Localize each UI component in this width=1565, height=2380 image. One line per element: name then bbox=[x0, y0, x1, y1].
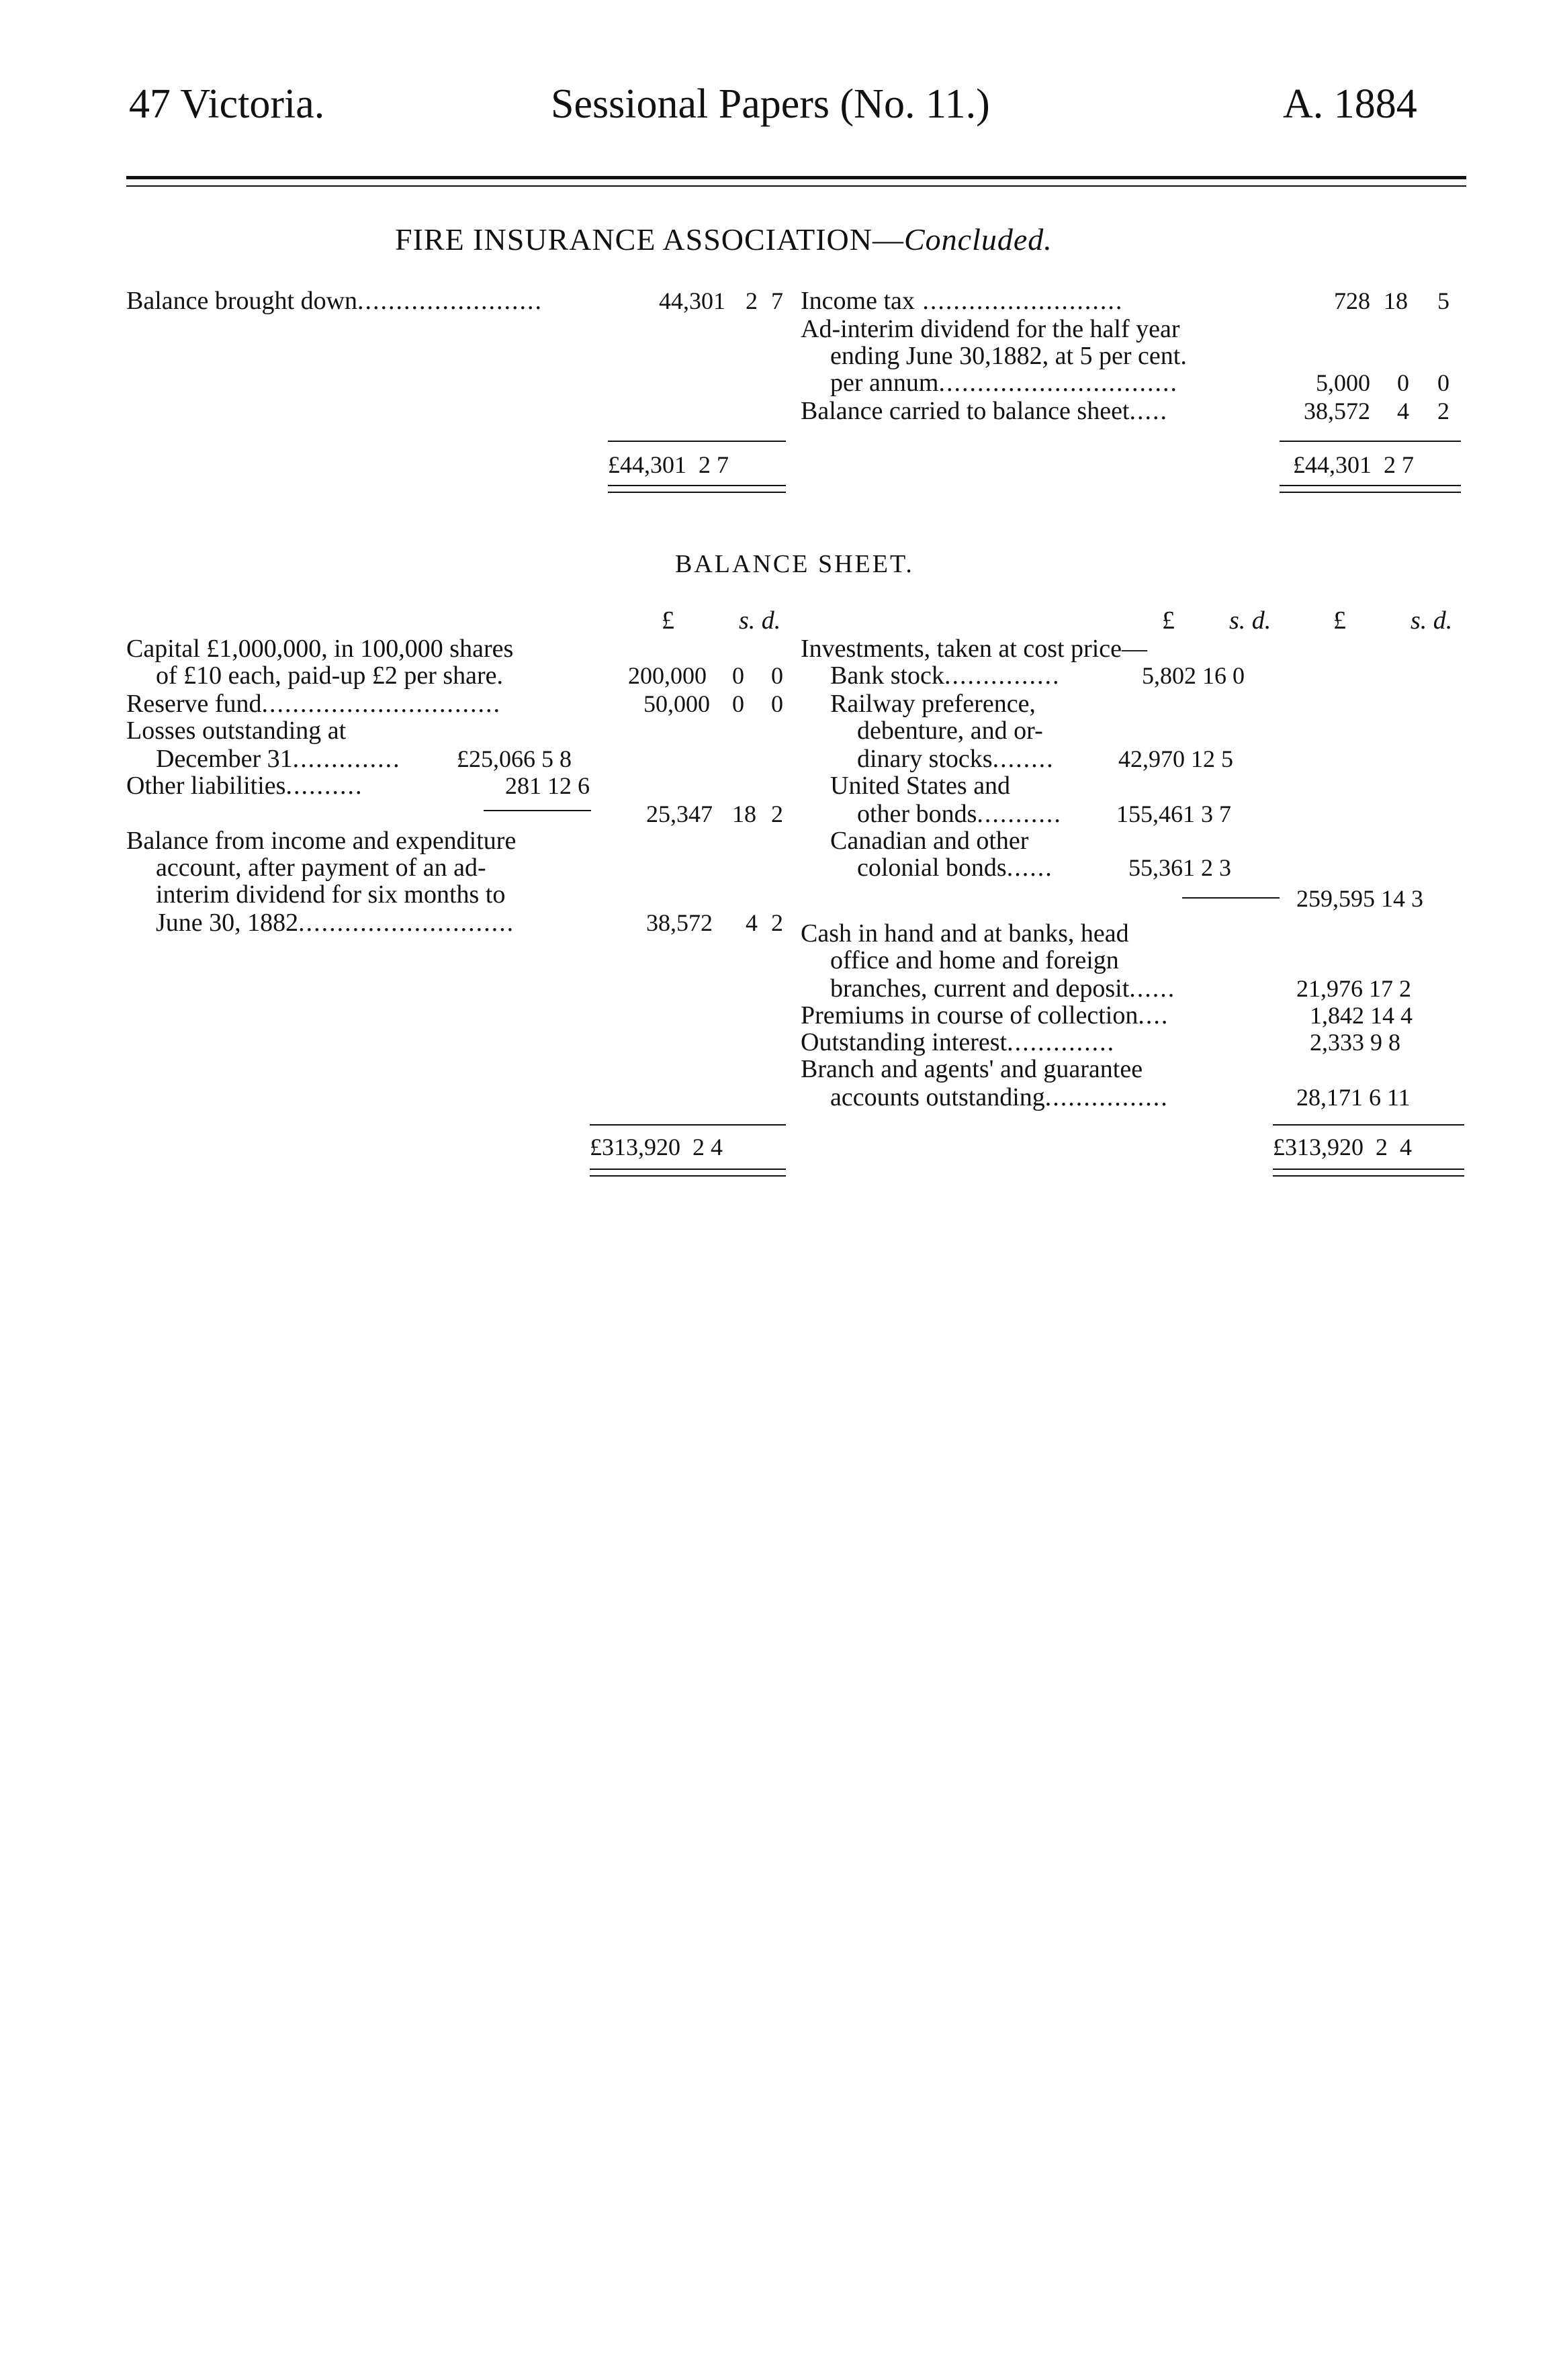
fire-right-item-5: Balance carried to balance sheet..... bbox=[801, 397, 1168, 425]
bs-left-total: £313,920 2 4 bbox=[590, 1134, 723, 1160]
bs-branch-1: Branch and agents' and guarantee bbox=[801, 1055, 1143, 1083]
fire-right-total: £44,301 2 7 bbox=[1293, 451, 1414, 478]
bs-us-2: other bonds........... bbox=[857, 800, 1062, 828]
bs-reserve-s: 0 bbox=[732, 690, 744, 717]
bs-cash-1: Cash in hand and at banks, head bbox=[801, 919, 1129, 948]
bs-inv-subtotal-rule bbox=[1182, 897, 1280, 899]
bs-capital-1: Capital £1,000,000, in 100,000 shares bbox=[126, 635, 514, 663]
bs-bal-1: Balance from income and expenditure bbox=[126, 827, 517, 855]
balance-sheet-title: BALANCE SHEET. bbox=[675, 550, 914, 578]
bs-capital-pounds: 200,000 bbox=[628, 662, 707, 689]
bs-right-total: £313,920 2 4 bbox=[1273, 1134, 1412, 1160]
fire-right-s-1: 18 bbox=[1384, 287, 1408, 314]
bs-col-pound-mid: £ bbox=[1162, 606, 1175, 635]
bs-other-amt: 281 12 6 bbox=[505, 772, 590, 799]
fire-right-item-4: per annum............................... bbox=[830, 369, 1178, 397]
bs-rail-1: Railway preference, bbox=[830, 690, 1036, 718]
bs-bal-2: account, after payment of an ad- bbox=[156, 854, 486, 882]
bs-liab-s: 18 bbox=[732, 800, 756, 827]
section-title-main: FIRE INSURANCE ASSOCIATION— bbox=[395, 222, 904, 257]
fire-right-s-5: 4 bbox=[1397, 398, 1409, 424]
section-title bbox=[395, 222, 1053, 257]
header-right: A. 1884 bbox=[1283, 81, 1417, 127]
bs-bank: Bank stock............... bbox=[830, 661, 1061, 690]
bs-bal-4: June 30, 1882............................ bbox=[156, 909, 515, 937]
fire-left-pounds: 44,301 bbox=[659, 287, 725, 314]
bs-cash-amt: 21,976 17 2 bbox=[1296, 975, 1411, 1002]
bs-reserve-d: 0 bbox=[771, 690, 783, 717]
bs-right-total-rule-b1 bbox=[1273, 1169, 1464, 1170]
bs-out: Outstanding interest.............. bbox=[801, 1028, 1116, 1056]
bs-prem-amt: 1,842 14 4 bbox=[1310, 1002, 1413, 1029]
bs-bal-3: interim dividend for six months to bbox=[156, 880, 506, 909]
bs-bank-amt: 5,802 16 0 bbox=[1142, 662, 1245, 689]
bs-cash-2: office and home and foreign bbox=[830, 946, 1119, 974]
bs-us-amt: 155,461 3 7 bbox=[1116, 800, 1231, 827]
fire-right-s-4: 0 bbox=[1397, 369, 1409, 396]
bs-left-total-rule-b1 bbox=[590, 1169, 786, 1170]
bs-bal-pounds: 38,572 bbox=[646, 909, 713, 936]
bs-liab-d: 2 bbox=[771, 800, 783, 827]
fire-left-total-rule-top bbox=[608, 441, 786, 442]
header-rule-thick bbox=[126, 176, 1466, 179]
bs-col-pound-left: £ bbox=[662, 606, 674, 635]
bs-rail-2: debenture, and or- bbox=[857, 717, 1043, 745]
bs-inv-total: 259,595 14 3 bbox=[1296, 885, 1423, 912]
section-title-italic: Concluded. bbox=[903, 222, 1053, 257]
bs-inv: Investments, taken at cost price— bbox=[801, 635, 1148, 663]
fire-left-total-rule-b1 bbox=[608, 485, 786, 486]
bs-losses-2: December 31.............. bbox=[156, 745, 401, 773]
bs-left-total-rule-top bbox=[590, 1124, 786, 1126]
bs-cash-3: branches, current and deposit...... bbox=[830, 974, 1176, 1003]
fire-right-amt-1: 728 bbox=[1334, 287, 1370, 314]
fire-right-d-5: 2 bbox=[1437, 398, 1449, 424]
bs-losses-1: Losses outstanding at bbox=[126, 717, 347, 745]
bs-rail-amt: 42,970 12 5 bbox=[1118, 745, 1233, 772]
bs-other: Other liabilities.......... bbox=[126, 772, 363, 800]
fire-right-item-2: Ad-interim dividend for the half year bbox=[801, 315, 1180, 343]
bs-rail-3: dinary stocks........ bbox=[857, 745, 1055, 773]
bs-liab-subtotal-rule bbox=[484, 810, 591, 811]
header-left: 47 Victoria. bbox=[129, 81, 325, 127]
bs-bal-d: 2 bbox=[771, 909, 783, 936]
bs-reserve: Reserve fund............................... bbox=[126, 690, 502, 718]
fire-right-d-4: 0 bbox=[1437, 369, 1449, 396]
bs-out-amt: 2,333 9 8 bbox=[1310, 1029, 1400, 1056]
fire-left-d: 7 bbox=[771, 287, 783, 314]
bs-right-total-rule-b2 bbox=[1273, 1175, 1464, 1177]
fire-right-total-rule-b1 bbox=[1280, 485, 1461, 486]
bs-capital-d: 0 bbox=[771, 662, 783, 689]
bs-us-1: United States and bbox=[830, 772, 1011, 800]
fire-right-amt-4: 5,000 bbox=[1316, 369, 1370, 396]
bs-bal-s: 4 bbox=[746, 909, 758, 936]
fire-right-item-3: ending June 30,1882, at 5 per cent. bbox=[830, 342, 1187, 370]
bs-branch-2: accounts outstanding................ bbox=[830, 1083, 1169, 1111]
fire-right-total-rule-top bbox=[1280, 441, 1461, 442]
fire-left-total-rule-b2 bbox=[608, 492, 786, 493]
bs-branch-amt: 28,171 6 11 bbox=[1296, 1084, 1411, 1111]
fire-left-s: 2 bbox=[746, 287, 758, 314]
fire-left-item: Balance brought down........................ bbox=[126, 287, 543, 315]
bs-prem: Premiums in course of collection.... bbox=[801, 1001, 1169, 1029]
fire-left-total: £44,301 2 7 bbox=[608, 451, 729, 478]
header-center: Sessional Papers (No. 11.) bbox=[551, 81, 990, 127]
bs-can-amt: 55,361 2 3 bbox=[1128, 854, 1231, 881]
bs-col-sd-mid: s. d. bbox=[1229, 606, 1271, 635]
fire-right-item-1: Income tax .......................... bbox=[801, 287, 1124, 315]
bs-right-total-rule-top bbox=[1273, 1124, 1464, 1126]
bs-can-1: Canadian and other bbox=[830, 827, 1029, 855]
bs-can-2: colonial bonds...... bbox=[857, 854, 1053, 882]
bs-losses-amt: £25,066 5 8 bbox=[457, 745, 572, 772]
header-rule-thin bbox=[126, 185, 1466, 187]
fire-right-total-rule-b2 bbox=[1280, 492, 1461, 493]
bs-capital-2: of £10 each, paid-up £2 per share. bbox=[156, 661, 504, 690]
bs-col-pound-right: £ bbox=[1333, 606, 1346, 635]
bs-reserve-pounds: 50,000 bbox=[643, 690, 710, 717]
fire-right-d-1: 5 bbox=[1437, 287, 1449, 314]
bs-col-sd-left: s. d. bbox=[739, 606, 781, 635]
bs-capital-s: 0 bbox=[732, 662, 744, 689]
bs-col-sd-right: s. d. bbox=[1411, 606, 1453, 635]
fire-right-amt-5: 38,572 bbox=[1304, 398, 1370, 424]
bs-left-total-rule-b2 bbox=[590, 1175, 786, 1177]
bs-liab-pounds: 25,347 bbox=[646, 800, 713, 827]
